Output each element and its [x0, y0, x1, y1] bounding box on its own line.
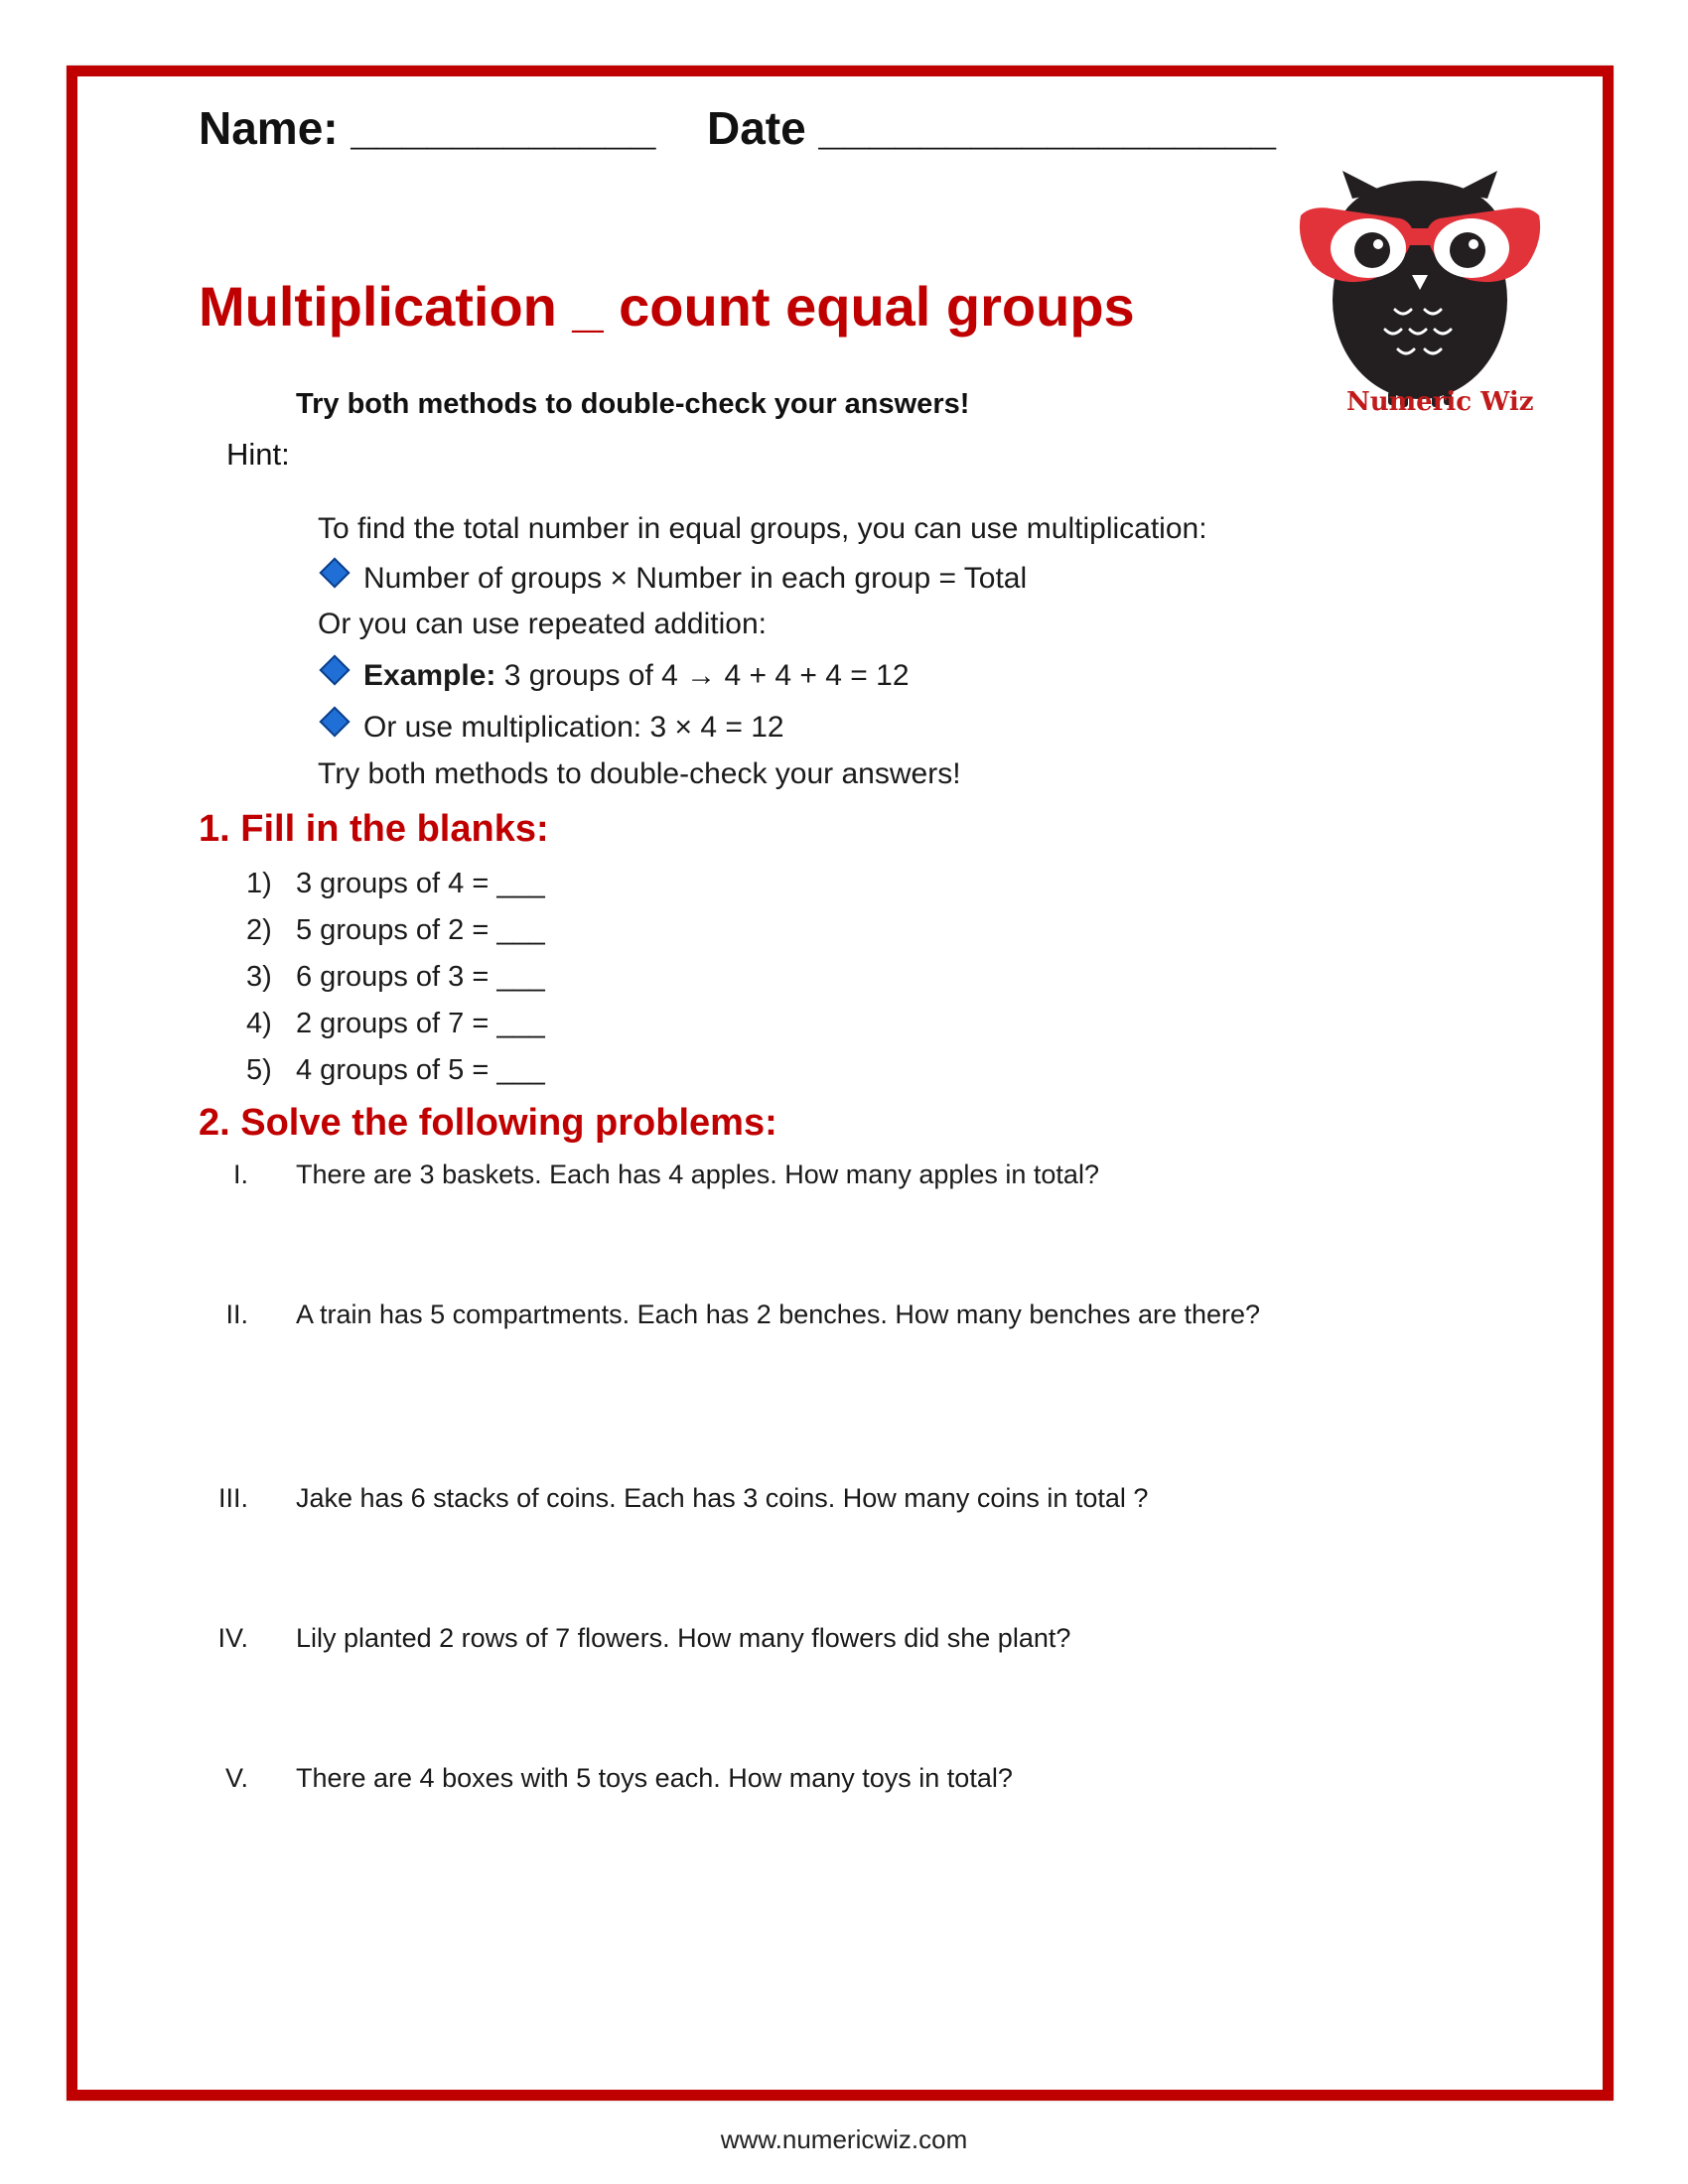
fill-item-number: 4): [246, 1008, 272, 1039]
problem-number: V.: [224, 1763, 248, 1793]
problem-number: I.: [232, 1160, 248, 1189]
example-text: 3 groups of 4 → 4 + 4 + 4 = 12: [495, 659, 910, 692]
hint-bullet-3: [318, 711, 784, 745]
fill-item-text: 4 groups of 5 = ___: [296, 1054, 545, 1086]
hint-bullet-3-text: Or use multiplication: 3 × 4 = 12: [363, 711, 784, 744]
date-field-label: Date __________________: [707, 102, 1276, 154]
problem-text: There are 4 boxes with 5 toys each. How many toys in total?: [296, 1763, 1013, 1793]
fill-item-text: 3 groups of 4 = ___: [296, 868, 545, 899]
hint-bullet-1: [318, 562, 1027, 596]
fill-item-number: 5): [246, 1054, 272, 1086]
fill-item-number: 1): [246, 868, 272, 899]
problem-text: There are 3 baskets. Each has 4 apples. How many apples in total?: [296, 1160, 1099, 1189]
blue-diamond-icon: [319, 654, 350, 685]
page-title: Multiplication _ count equal groups: [199, 275, 1135, 338]
example-label: Example:: [363, 659, 496, 692]
problem-number: IV.: [217, 1623, 248, 1653]
fill-item-number: 2): [246, 914, 272, 946]
name-field-label: Name: ____________: [199, 102, 656, 154]
problem-number: III.: [217, 1483, 248, 1513]
fill-item-number: 3): [246, 961, 272, 993]
hint-line-1: To find the total number in equal groups, you can use multiplication:: [318, 512, 1207, 545]
hint-label: Hint:: [226, 437, 290, 472]
hint-bullet-1-text: Number of groups × Number in each group = Total: [363, 562, 1028, 595]
fill-item-text: 6 groups of 3 = ___: [296, 961, 545, 993]
section-2-heading: 2. Solve the following problems:: [199, 1102, 777, 1144]
brand-name: Numeric Wiz: [1346, 387, 1534, 417]
fill-item-text: 2 groups of 7 = ___: [296, 1008, 545, 1039]
blue-diamond-icon: [319, 706, 350, 737]
page-subtitle: Try both methods to double-check your answers!: [296, 388, 970, 420]
blue-diamond-icon: [319, 557, 350, 588]
problem-text: Jake has 6 stacks of coins. Each has 3 coins. How many coins in total ?: [296, 1483, 1149, 1513]
hint-line-3: Try both methods to double-check your answers!: [318, 757, 961, 790]
footer-url: www.numericwiz.com: [720, 2124, 968, 2154]
problem-text: Lily planted 2 rows of 7 flowers. How many flowers did she plant?: [296, 1623, 1071, 1653]
hint-bullet-2: [318, 659, 910, 693]
problem-text: A train has 5 compartments. Each has 2 benches. How many benches are there?: [296, 1299, 1261, 1329]
fill-item-text: 5 groups of 2 = ___: [296, 914, 545, 946]
section-1-heading: 1. Fill in the blanks:: [199, 808, 549, 850]
problem-number: II.: [225, 1299, 248, 1329]
hint-line-2: Or you can use repeated addition:: [318, 608, 767, 640]
